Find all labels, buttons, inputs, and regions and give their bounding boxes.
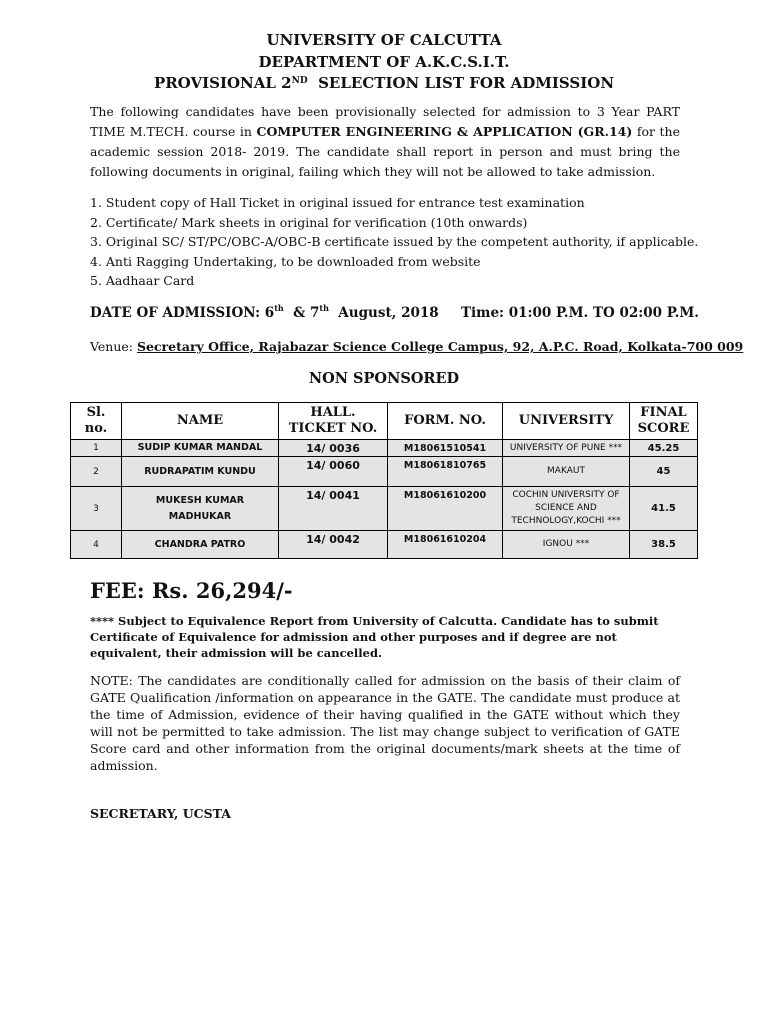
document-item: 1. Student copy of Hall Ticket in original issued for entrance test examination — [90, 195, 585, 210]
document-item: 3. Original SC/ ST/PC/OBC-A/OBC-B certificate issued by the competent authority, if applicable. — [90, 234, 699, 249]
table-row — [71, 487, 698, 531]
list-title-sup: ND — [291, 76, 308, 86]
cell-name: SUDIP KUMAR MANDAL — [122, 440, 279, 457]
header-score: FINAL SCORE — [630, 403, 698, 440]
table-header-row — [71, 403, 698, 440]
section-title: NON SPONSORED — [308, 370, 460, 387]
header-name: NAME — [122, 403, 279, 440]
cell-slno: 1 — [71, 440, 122, 457]
fee-amount: FEE: Rs. 26,294/- — [90, 578, 293, 603]
table-row — [71, 440, 698, 457]
header-ticket: HALL. TICKET NO. — [279, 403, 388, 440]
list-title-post: SELECTION LIST FOR ADMISSION — [307, 74, 615, 92]
list-title-pre: PROVISIONAL 2 — [153, 74, 292, 92]
intro-part2: for the academic session 2018- 2019. The candidate shall report in person and must bring the following documents in original, failing which they will not be allowed to take admission. — [90, 124, 680, 179]
cell-slno: 2 — [71, 457, 122, 487]
cell-university: COCHIN UNIVERSITY OF SCIENCE AND TECHNOLOGY,KOCHI *** — [503, 487, 630, 531]
cell-university: MAKAUT — [503, 457, 630, 487]
venue-address: Secretary Office, Rajabazar Science College Campus, 92, A.P.C. Road, Kolkata-700 009 — [136, 339, 744, 354]
cell-ticket: 14/ 0042 — [279, 531, 388, 559]
document-item: 5. Aadhaar Card — [90, 273, 195, 288]
selection-table — [70, 402, 698, 559]
document-item: 4. Anti Ragging Undertaking, to be downloaded from website — [90, 253, 481, 269]
cell-score: 41.5 — [630, 487, 698, 531]
admission-time: Time: 01:00 P.M. TO 02:00 P.M. — [461, 305, 699, 321]
cell-form: M18061810765 — [388, 457, 503, 487]
admission-amp: & 7 — [283, 305, 320, 321]
university-title: UNIVERSITY OF CALCUTTA — [266, 31, 502, 49]
table-row — [71, 457, 698, 487]
department-title: DEPARTMENT OF A.K.C.S.I.T. — [258, 53, 510, 71]
admission-date — [90, 305, 439, 321]
cell-score: 38.5 — [630, 531, 698, 559]
cell-score: 45.25 — [630, 440, 698, 457]
cell-name: RUDRAPATIM KUNDU — [122, 457, 279, 487]
header-university: UNIVERSITY — [503, 403, 630, 440]
cell-university: UNIVERSITY OF PUNE *** — [503, 440, 630, 457]
admission-sup1: th — [274, 303, 284, 313]
cell-name: MUKESH KUMAR MADHUKAR — [122, 487, 279, 531]
signature: SECRETARY, UCSTA — [90, 806, 231, 821]
cell-form: M18061610200 — [388, 487, 503, 531]
cell-form: M18061610204 — [388, 531, 503, 559]
admission-label: DATE OF ADMISSION: 6 — [90, 305, 275, 321]
equivalence-note: **** Subject to Equivalence Report from University of Calcutta. Candidate has to submit Certificate of Equivalence for admission and other purposes and if degree are not equivalent, their admission will be cancelled. — [90, 614, 659, 660]
cell-university: IGNOU *** — [503, 531, 630, 559]
intro-course: COMPUTER ENGINEERING & APPLICATION (GR.14) — [256, 124, 633, 139]
cell-score: 45 — [630, 457, 698, 487]
cell-name: CHANDRA PATRO — [122, 531, 279, 559]
document-item: 2. Certificate/ Mark sheets in original for verification (10th onwards) — [90, 214, 528, 230]
cell-slno: 3 — [71, 487, 122, 531]
venue — [90, 339, 743, 354]
header-form: FORM. NO. — [388, 403, 503, 440]
cell-slno: 4 — [71, 531, 122, 559]
venue-label: Venue: — [90, 339, 137, 354]
cell-ticket: 14/ 0060 — [279, 457, 388, 487]
header-slno: Sl. no. — [71, 403, 122, 440]
gate-note: NOTE: The candidates are conditionally called for admission on the basis of their claim of GATE Qualification /information on appearance in the GATE. The candidate must produce at the time of Admission, evidence of their having qualified in the GATE without which they will not be permitted to take admission. The list may change subject to verification of GATE Score card and other information from the original documents/mark sheets at the time of admission. — [90, 673, 680, 773]
cell-ticket: 14/ 0036 — [279, 440, 388, 457]
admission-date-rest: August, 2018 — [328, 305, 439, 321]
admission-sup2: th — [319, 303, 329, 313]
cell-ticket: 14/ 0041 — [279, 487, 388, 531]
cell-form: M18061510541 — [388, 440, 503, 457]
intro-paragraph — [90, 102, 680, 182]
list-title — [0, 73, 768, 93]
documents-list — [90, 193, 699, 291]
intro-part1: The following candidates have been provisionally selected for admission to 3 Year PART TIME M.TECH. course in — [90, 104, 680, 139]
table-row — [71, 531, 698, 559]
